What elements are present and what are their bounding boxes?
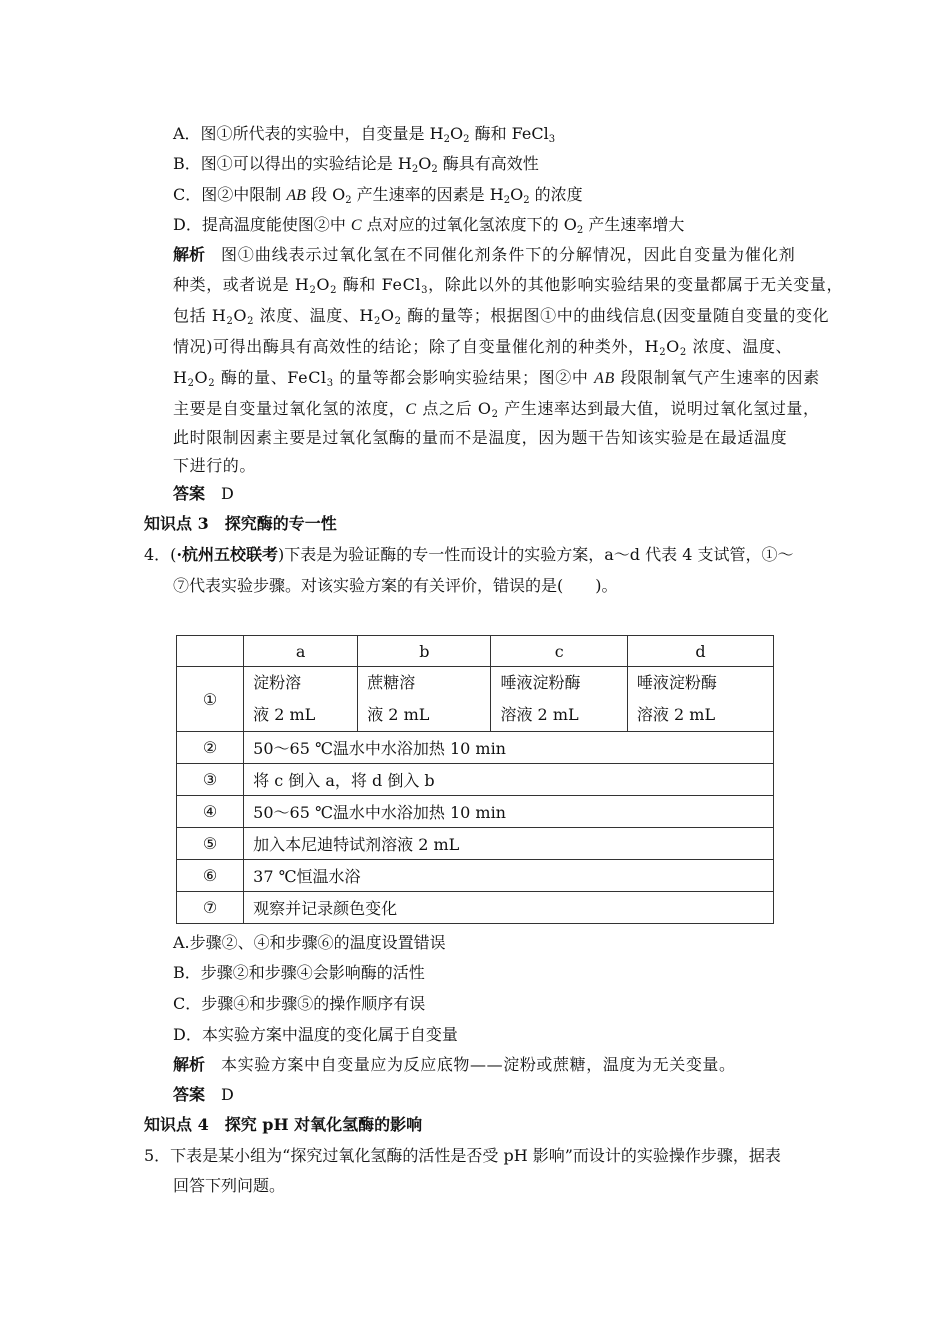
explanation-label: 解析 (173, 1055, 206, 1074)
table-header-b: b (358, 636, 491, 667)
q3-option-c: C．图②中限制 AB 段 $O_2$ 产生速率的因素是 $H_2O_2$ 的浓度 (173, 185, 583, 206)
step-text: 加入本尼迪特试剂溶液 2 mL (244, 828, 774, 860)
table-row (177, 732, 774, 764)
q4-option-b: B．步骤②和步骤④会影响酶的活性 (173, 963, 425, 982)
q4-stem-line-2: ⑦代表实验步骤。对该实验方案的有关评价，错误的是( )。 (173, 576, 618, 595)
table-row (177, 796, 774, 828)
knowledge-point-3-heading: 知识点 3 探究酶的专一性 (144, 514, 337, 533)
q3-explanation-line-7: 此时限制因素主要是过氧化氢酶的量而不是温度，因为题干告知该实验是在最适温度 (173, 428, 788, 447)
table-row (177, 860, 774, 892)
table-cell: 淀粉溶 液 2 mL (244, 667, 358, 732)
table-cell: 蔗糖溶 液 2 mL (358, 667, 491, 732)
step-text: 将 c 倒入 a，将 d 倒入 b (244, 764, 774, 796)
q3-answer (173, 484, 234, 504)
q4-source: ·杭州五校联考 (176, 545, 279, 564)
experiment-table (176, 635, 774, 924)
q4-option-a: A.步骤②、④和步骤⑥的温度设置错误 (173, 933, 446, 952)
q5-stem-line-1: 5．下表是某小组为“探究过氧化氢酶的活性是否受 pH 影响”而设计的实验操作步骤，据表 (144, 1146, 781, 1165)
table-header-d: d (627, 636, 773, 667)
table-row (177, 892, 774, 924)
q4-option-d: D．本实验方案中温度的变化属于自变量 (173, 1025, 458, 1044)
explanation-label: 解析 (173, 245, 206, 264)
table-header-c: c (491, 636, 627, 667)
table-cell: 唾液淀粉酶 溶液 2 mL (627, 667, 773, 732)
answer-label: 答案 (173, 484, 206, 503)
table-row (177, 828, 774, 860)
q5-stem-line-2: 回答下列问题。 (173, 1176, 286, 1195)
q3-option-d: D．提高温度能使图②中 C 点对应的过氧化氢浓度下的 $O_2$ 产生速率增大 (173, 215, 685, 236)
q4-stem-line-1: 4．(·杭州五校联考)下表是为验证酶的专一性而设计的实验方案，a～d 代表 4 支试管，①～ (144, 545, 794, 564)
q3-explanation-line-6: 主要是自变量过氧化氢的浓度，C 点之后 $O_2$ 产生速率达到最大值，说明过氧化氢过量， (173, 399, 820, 420)
q3-explanation-line-2: 种类，或者说是 $H_2O_2$ 酶和 FeCl$_3$，除此以外的其他影响实验结果的变量都属于无关变量， (173, 275, 844, 296)
step-number: ⑦ (177, 892, 244, 924)
step-number: ④ (177, 796, 244, 828)
table-cell: 唾液淀粉酶 溶液 2 mL (491, 667, 627, 732)
table-corner-cell (177, 636, 244, 667)
knowledge-point-4-heading: 知识点 4 探究 pH 对氧化氢酶的影响 (144, 1115, 423, 1134)
q3-option-a: A．图①所代表的实验中，自变量是 $H_2O_2$ 酶和 FeCl$_3$ (173, 124, 556, 145)
step-number: ② (177, 732, 244, 764)
answer-label: 答案 (173, 1085, 206, 1104)
step-number: ⑤ (177, 828, 244, 860)
q3-option-b: B．图①可以得出的实验结论是 $H_2O_2$ 酶具有高效性 (173, 154, 539, 175)
step-number: ① (177, 667, 244, 732)
q3-explanation-line-3: 包括 $H_2O_2$ 浓度、温度、$H_2O_2$ 酶的量等；根据图①中的曲线信息(因变量随自变量的变化 (173, 306, 830, 327)
table-header-row (177, 636, 774, 667)
step-number: ⑥ (177, 860, 244, 892)
q4-answer (173, 1085, 234, 1105)
step-text: 观察并记录颜色变化 (244, 892, 774, 924)
step-text: 50～65 ℃温水中水浴加热 10 min (244, 732, 774, 764)
answer-value: D (221, 1085, 234, 1104)
table-header-a: a (244, 636, 358, 667)
step-number: ③ (177, 764, 244, 796)
table-row (177, 764, 774, 796)
step-text: 37 ℃恒温水浴 (244, 860, 774, 892)
table-row (177, 667, 774, 732)
q3-explanation-line-8: 下进行的。 (173, 456, 257, 475)
q3-explanation-line-1: 解析 图①曲线表示过氧化氢在不同催化剂条件下的分解情况，因此自变量为催化剂 (173, 245, 796, 264)
q4-explanation: 解析 本实验方案中自变量应为反应底物——淀粉或蔗糖，温度为无关变量。 (173, 1055, 736, 1074)
step-text: 50～65 ℃温水中水浴加热 10 min (244, 796, 774, 828)
answer-value: D (221, 484, 234, 503)
q3-explanation-line-5: $H_2O_2$ 酶的量、FeCl$_3$ 的量等都会影响实验结果；图②中 AB 段限制氧气产生速率的因素 (173, 368, 820, 389)
q3-explanation-line-4: 情况)可得出酶具有高效性的结论；除了自变量催化剂的种类外，$H_2O_2$ 浓度、温度、 (173, 337, 793, 358)
q4-option-c: C．步骤④和步骤⑤的操作顺序有误 (173, 994, 426, 1013)
